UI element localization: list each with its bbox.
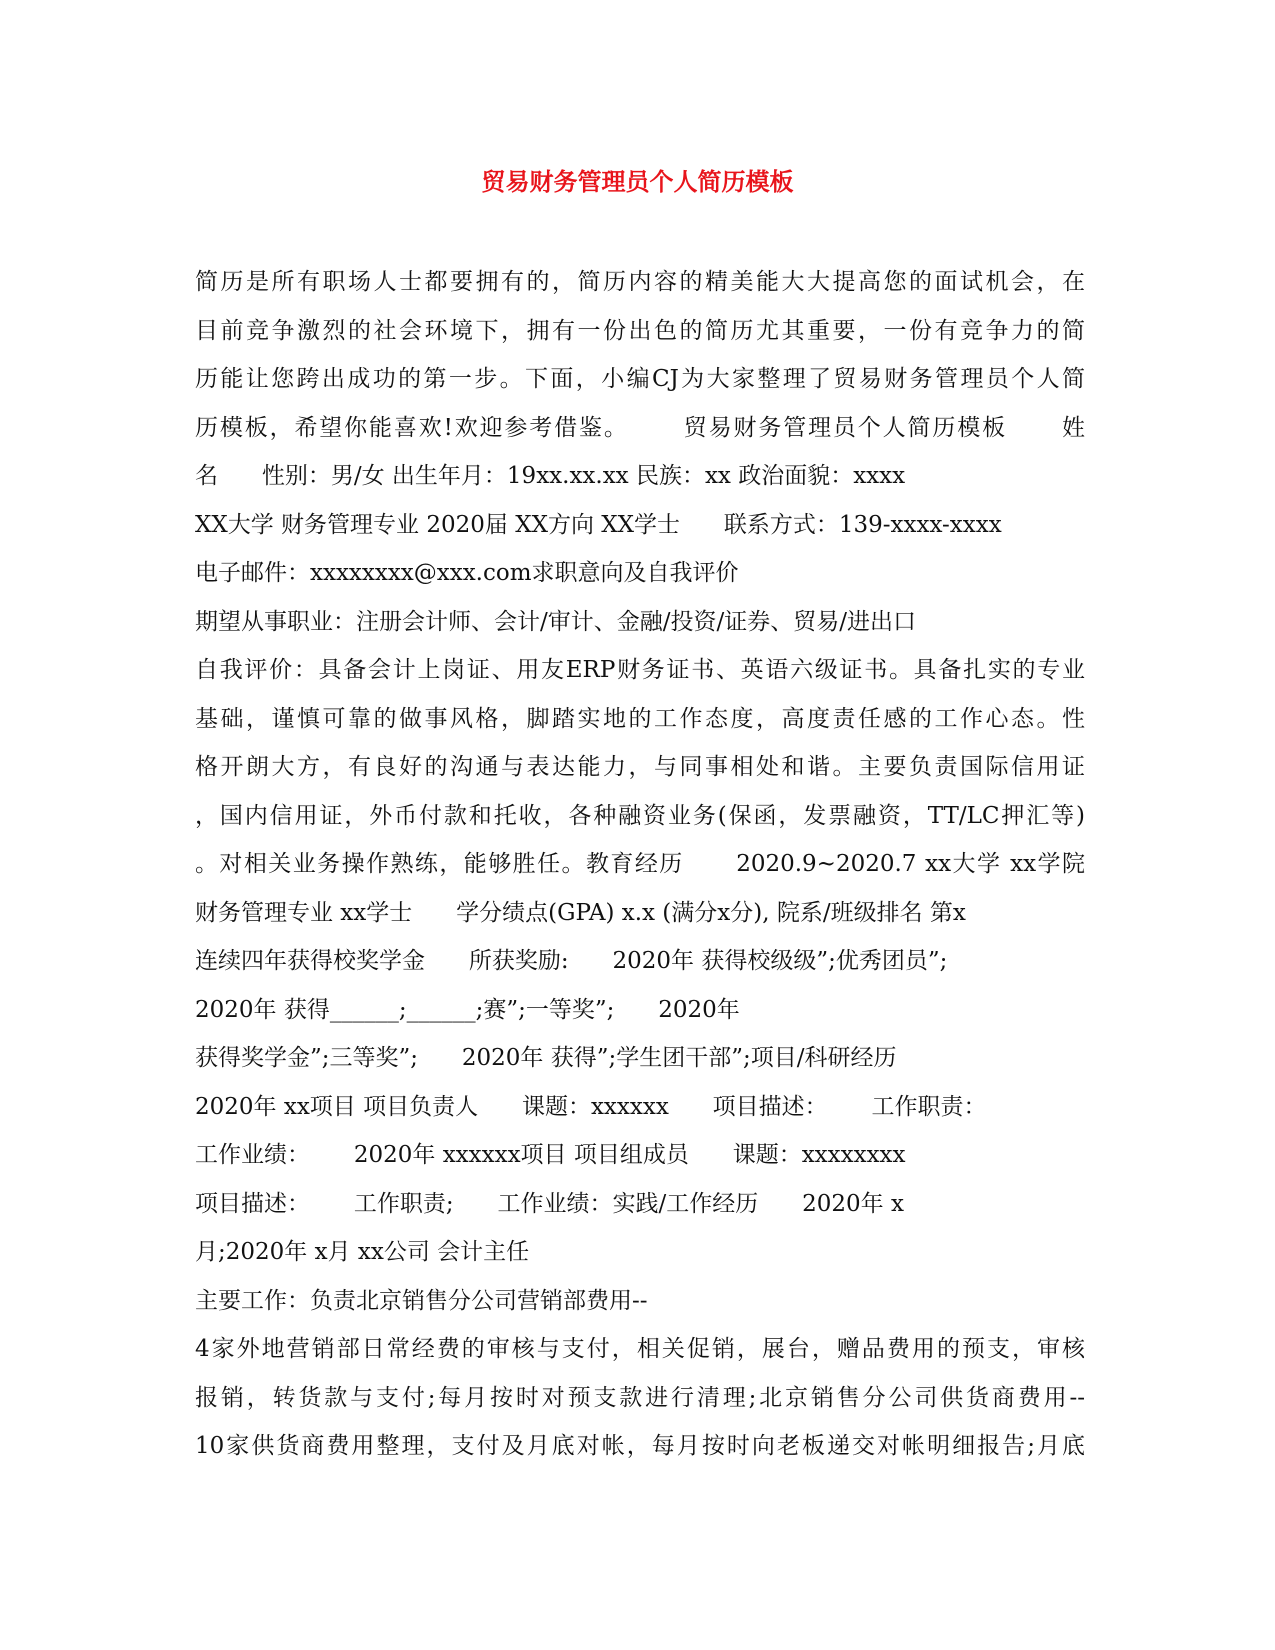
body-line: 名 性别：男/女 出生年月：19xx.xx.xx 民族：xx 政治面貌：xxxx [195,463,906,489]
body-line: 4家外地营销部日常经费的审核与支付，相关促销，展台，赠品费用的预支，审核 [195,1336,1085,1362]
body-line: 目前竞争激烈的社会环境下，拥有一份出色的简历尤其重要，一份有竞争力的简 [195,317,1085,344]
body-line: 期望从事职业：注册会计师、会计/审计、金融/投资/证券、贸易/进出口 [195,608,916,635]
body-line: 连续四年获得校奖学金 所获奖励: 2020年 获得校级级”;优秀团员”; [195,948,948,974]
body-line: ，国内信用证，外币付款和托收，各种融资业务(保函，发票融资，TT/LC押汇等) [195,802,1085,829]
body-line: 报销，转货款与支付;每月按时对预支款进行清理;北京销售分公司供货商费用-- [195,1384,1085,1411]
body-line: 电子邮件：xxxxxxxx@xxx.com求职意向及自我评价 [195,560,739,586]
body-line: 自我评价：具备会计上岗证、用友ERP财务证书、英语六级证书。具备扎实的专业 [195,657,1085,683]
body-line: 。对相关业务操作熟练，能够胜任。教育经历 2020.9~2020.7 xx大学 xx学院 [195,851,1085,877]
body-line: XX大学 财务管理专业 2020届 XX方向 XX学士 联系方式：139-xxxx-xxxx [195,511,1002,538]
body-line: 历能让您跨出成功的第一步。下面，小编CJ为大家整理了贸易财务管理员个人简 [195,366,1085,392]
body-line: 2020年 获得______;______;赛”;一等奖”; 2020年 [195,996,740,1023]
body-line: 财务管理专业 xx学士 学分绩点(GPA) x.x (满分x分), 院系/班级排名 第x [195,899,966,926]
document-body [195,264,1085,1477]
body-line: 工作业绩： 2020年 xxxxxx项目 项目组成员 课题：xxxxxxxx [195,1142,906,1168]
body-line: 主要工作：负责北京销售分公司营销部费用-- [195,1287,648,1314]
body-line: 历模板，希望你能喜欢!欢迎参考借鉴。 贸易财务管理员个人简历模板 姓 [195,414,1085,441]
body-line: 10家供货商费用整理，支付及月底对帐，每月按时向老板递交对帐明细报告;月底 [195,1433,1085,1459]
body-line: 格开朗大方，有良好的沟通与表达能力，与同事相处和谐。主要负责国际信用证 [195,754,1085,780]
body-line: 获得奖学金”;三等奖”; 2020年 获得”;学生团干部”;项目/科研经历 [195,1045,897,1071]
body-line: 2020年 xx项目 项目负责人 课题：xxxxxx 项目描述： 工作职责： [195,1093,987,1120]
body-line: 月;2020年 x月 xx公司 会计主任 [195,1239,530,1265]
body-line: 项目描述： 工作职责; 工作业绩：实践/工作经历 2020年 x [195,1190,904,1217]
document-title: 贸易财务管理员个人简历模板 [481,167,794,196]
body-line: 简历是所有职场人士都要拥有的，简历内容的精美能大大提高您的面试机会，在 [195,269,1085,295]
body-line: 基础，谨慎可靠的做事风格，脚踏实地的工作态度，高度责任感的工作心态。性 [195,705,1085,732]
